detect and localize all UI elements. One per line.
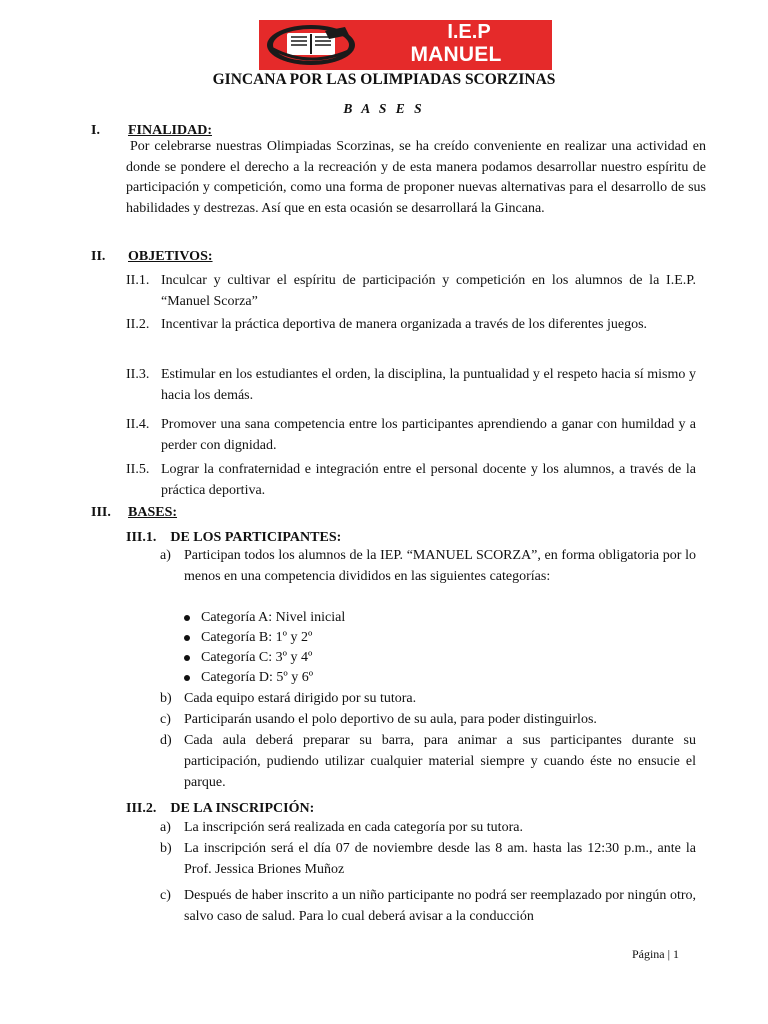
objective-number: II.4. (126, 417, 150, 432)
section-number: I. (91, 123, 100, 138)
item-text: Cada equipo estará dirigido por su tutora. (184, 691, 417, 706)
list-item (160, 838, 696, 880)
objective-text: Lograr la confraternidad e integración entre el personal docente y los alumnos, a través de la práctica deportiva. (161, 462, 696, 498)
category-bullet (184, 668, 313, 688)
category-text: Categoría C: 3º y 4º (201, 650, 313, 665)
objective-item (126, 414, 696, 456)
document-subtitle: B A S E S (343, 101, 425, 116)
item-letter: a) (160, 548, 171, 563)
list-item (160, 709, 696, 730)
document-title: GINCANA POR LAS OLIMPIADAS SCORZINAS (212, 71, 556, 88)
item-letter: a) (160, 820, 171, 835)
item-text: Participarán usando el polo deportivo de su aula, para poder distinguirlos. (184, 712, 597, 727)
item-letter: b) (160, 691, 172, 706)
category-bullet (184, 608, 345, 628)
objective-number: II.5. (126, 462, 150, 477)
bullet-icon (184, 655, 190, 661)
category-bullet (184, 628, 312, 648)
bullet-icon (184, 635, 190, 641)
item-letter: d) (160, 733, 172, 748)
category-bullet (184, 648, 312, 668)
subsection-title: DE LA INSCRIPCIÓN: (170, 801, 315, 816)
section-label: OBJETIVOS: (128, 249, 213, 264)
objective-text: Inculcar y cultivar el espíritu de participación y competición en los alumnos de la I.E.P. “Manuel Scorza” (161, 273, 696, 309)
objective-item (126, 314, 696, 335)
item-text: La inscripción será el día 07 de noviembre desde las 8 am. hasta las 12:30 p.m., ante la Prof. Jessica Briones Muñoz (184, 841, 696, 877)
section-number: III. (91, 505, 111, 520)
list-item (160, 885, 696, 927)
list-item (160, 730, 696, 793)
item-letter: b) (160, 841, 172, 856)
item-text: La inscripción será realizada en cada categoría por su tutora. (184, 820, 523, 835)
objective-number: II.1. (126, 273, 150, 288)
school-emblem-icon (265, 23, 361, 67)
item-text: Cada aula deberá preparar su barra, para animar a sus participantes durante su participación, pudiendo utilizar cualquier material siempre y cuando éste no ensucie el parque. (184, 733, 696, 790)
logo-line-1: I.E.P (447, 21, 491, 43)
category-text: Categoría D: 5º y 6º (201, 670, 314, 685)
list-item (160, 688, 696, 709)
objective-number: II.3. (126, 367, 150, 382)
subsection-heading-inscripcion (126, 800, 314, 818)
school-logo (259, 20, 552, 70)
bullet-icon (184, 615, 190, 621)
section-label: FINALIDAD: (128, 123, 212, 138)
objective-text: Estimular en los estudiantes el orden, la disciplina, la puntualidad y el respeto hacia sí mismo y hacia los demás. (161, 367, 696, 403)
item-text: Participan todos los alumnos de la IEP. “MANUEL SCORZA”, en forma obligatoria por lo menos en una competencia divididos en las siguientes categorías: (184, 548, 696, 584)
item-letter: c) (160, 888, 171, 903)
section-number: II. (91, 249, 106, 264)
objective-item (126, 364, 696, 406)
item-letter: c) (160, 712, 171, 727)
objective-text: Incentivar la práctica deportiva de manera organizada a través de los diferentes juegos. (161, 317, 648, 332)
page-number: Página | 1 (631, 947, 679, 961)
subsection-title: DE LOS PARTICIPANTES: (170, 530, 342, 545)
finalidad-paragraph: Por celebrarse nuestras Olimpiadas Scorzinas, se ha creído conveniente en realizar una actividad en donde se pondere el derecho a la recreación y de esta manera podamos desarrollar nuestro espíritu de participación y competición, como una forma de proponer nuevas alternativas para el desarrollo de sus habilidades y destrezas. Así que en esta ocasión se desarrollará la Gincana. (126, 139, 706, 216)
list-item (160, 817, 696, 838)
logo-line-2: MANUEL (410, 43, 502, 66)
bullet-icon (184, 675, 190, 681)
subsection-number: III.2. (126, 801, 157, 816)
objective-text: Promover una sana competencia entre los participantes aprendiendo a ganar con humildad y a perder con dignidad. (161, 417, 696, 453)
section-label: BASES: (128, 505, 178, 520)
list-item (160, 545, 696, 587)
category-text: Categoría B: 1º y 2º (201, 630, 313, 645)
category-text: Categoría A: Nivel inicial (201, 610, 346, 625)
subsection-number: III.1. (126, 530, 157, 545)
objective-item (126, 270, 696, 312)
objective-item (126, 459, 696, 501)
item-text: Después de haber inscrito a un niño participante no podrá ser reemplazado por ningún otro, salvo caso de salud. Para lo cual deberá avisar a la conducción (184, 888, 696, 924)
objective-number: II.2. (126, 317, 150, 332)
